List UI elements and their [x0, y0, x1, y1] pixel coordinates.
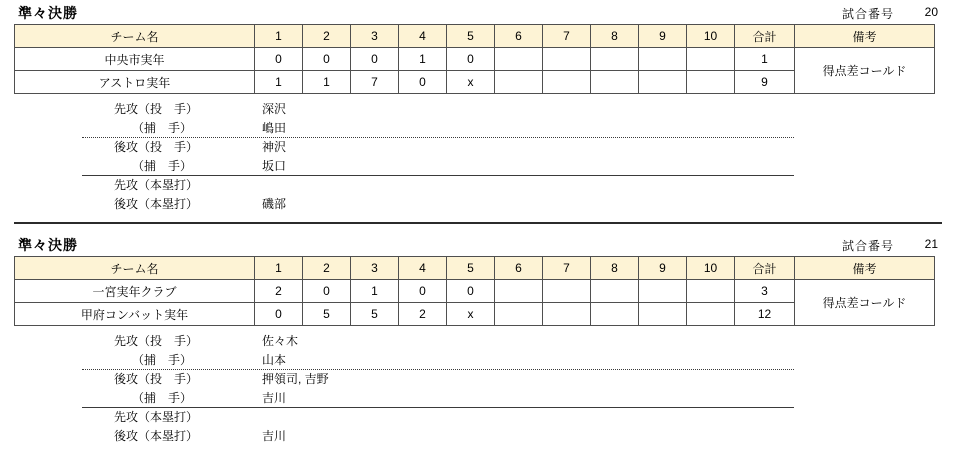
player-name: 佐々木 [262, 334, 299, 348]
player-row [14, 408, 794, 427]
col-header-inning-8: 8 [591, 25, 639, 48]
col-header-remark: 備考 [795, 25, 935, 48]
score-cell [543, 280, 591, 303]
player-row [14, 100, 794, 119]
col-header-inning-10: 10 [687, 25, 735, 48]
player-row [14, 176, 794, 195]
score-cell [543, 71, 591, 94]
score-cell: 0 [447, 48, 495, 71]
score-cell [495, 303, 543, 326]
score-cell: 0 [447, 280, 495, 303]
score-cell: 2 [255, 280, 303, 303]
col-header-inning-10: 10 [687, 257, 735, 280]
remark-cell: 得点差コールド [795, 48, 935, 94]
player-row [14, 427, 794, 446]
col-header-inning-9: 9 [639, 25, 687, 48]
score-cell [687, 280, 735, 303]
score-cell [495, 280, 543, 303]
score-cell: 0 [399, 71, 447, 94]
col-header-inning-2: 2 [303, 25, 351, 48]
col-header-total: 合計 [735, 257, 795, 280]
col-header-inning-1: 1 [255, 257, 303, 280]
player-label: 先攻（本塁打） [114, 178, 199, 192]
col-header-inning-3: 3 [351, 257, 399, 280]
score-cell: 2 [399, 303, 447, 326]
player-name: 吉川 [262, 391, 287, 405]
game-number-value: 20 [924, 5, 938, 19]
score-cell [639, 48, 687, 71]
score-cell: 1 [399, 48, 447, 71]
score-cell [495, 48, 543, 71]
col-header-remark: 備考 [795, 257, 935, 280]
round-title: 準々決勝 [18, 5, 78, 21]
player-list [14, 100, 794, 214]
col-header-team: チーム名 [15, 257, 255, 280]
score-cell [687, 48, 735, 71]
game-header-2 [0, 232, 956, 256]
game-block-1 [0, 0, 956, 222]
score-cell: 1 [255, 71, 303, 94]
col-header-inning-3: 3 [351, 25, 399, 48]
total-cell: 9 [735, 71, 795, 94]
score-cell: x [447, 71, 495, 94]
team-name: アストロ実年 [15, 71, 255, 94]
player-label: （捕 手） [114, 159, 193, 173]
player-row [14, 351, 794, 370]
player-label: （捕 手） [114, 353, 193, 367]
player-row [14, 389, 794, 408]
col-header-inning-7: 7 [543, 257, 591, 280]
player-row [14, 138, 794, 157]
score-cell: 0 [399, 280, 447, 303]
player-name: 吉川 [262, 429, 287, 443]
team-name: 甲府コンバット実年 [15, 303, 255, 326]
game-number-value: 21 [924, 237, 938, 251]
col-header-inning-8: 8 [591, 257, 639, 280]
game-number-label: 試合番号 [841, 239, 894, 253]
score-cell [591, 280, 639, 303]
score-cell [591, 303, 639, 326]
score-cell: 7 [351, 71, 399, 94]
score-cell: 0 [255, 303, 303, 326]
score-cell [591, 48, 639, 71]
score-cell: 0 [303, 48, 351, 71]
score-cell [543, 303, 591, 326]
player-row [14, 157, 794, 176]
score-cell [639, 303, 687, 326]
player-label: 後攻（本塁打） [114, 429, 199, 443]
score-cell: 0 [303, 280, 351, 303]
col-header-inning-7: 7 [543, 25, 591, 48]
team-name: 中央市実年 [15, 48, 255, 71]
player-label: （捕 手） [114, 391, 193, 405]
col-header-inning-2: 2 [303, 257, 351, 280]
col-header-inning-9: 9 [639, 257, 687, 280]
player-row [14, 332, 794, 351]
col-header-inning-6: 6 [495, 257, 543, 280]
remark-cell: 得点差コールド [795, 280, 935, 326]
total-cell: 3 [735, 280, 795, 303]
score-cell [639, 71, 687, 94]
score-cell: 5 [303, 303, 351, 326]
total-cell: 12 [735, 303, 795, 326]
score-cell: 1 [303, 71, 351, 94]
team-name: 一宮実年クラブ [15, 280, 255, 303]
col-header-inning-1: 1 [255, 25, 303, 48]
scoreboard-table [14, 256, 935, 326]
score-cell: 1 [351, 280, 399, 303]
score-cell: 0 [351, 48, 399, 71]
player-name: 押領司, 吉野 [262, 372, 329, 386]
score-cell [639, 280, 687, 303]
game-header-1 [0, 0, 956, 24]
table-header-row [15, 25, 935, 48]
score-cell [687, 303, 735, 326]
score-cell [495, 71, 543, 94]
player-label: 先攻（投 手） [114, 102, 199, 116]
player-name: 嶋田 [262, 121, 287, 135]
player-row [14, 370, 794, 389]
round-title: 準々決勝 [18, 237, 78, 253]
player-name: 磯部 [262, 197, 287, 211]
col-header-inning-5: 5 [447, 257, 495, 280]
score-cell [591, 71, 639, 94]
player-label: 先攻（投 手） [114, 334, 199, 348]
player-name: 深沢 [262, 102, 287, 116]
col-header-inning-4: 4 [399, 257, 447, 280]
player-row [14, 119, 794, 138]
table-row [15, 48, 935, 71]
col-header-team: チーム名 [15, 25, 255, 48]
scoreboard-table [14, 24, 935, 94]
player-label: 後攻（投 手） [114, 372, 199, 386]
col-header-total: 合計 [735, 25, 795, 48]
total-cell: 1 [735, 48, 795, 71]
col-header-inning-6: 6 [495, 25, 543, 48]
player-label: 後攻（投 手） [114, 140, 199, 154]
col-header-inning-4: 4 [399, 25, 447, 48]
player-name: 坂口 [262, 159, 287, 173]
score-cell: 0 [255, 48, 303, 71]
player-label: （捕 手） [114, 121, 193, 135]
player-label: 先攻（本塁打） [114, 410, 199, 424]
score-cell: 5 [351, 303, 399, 326]
game-number-label: 試合番号 [841, 7, 894, 21]
table-header-row [15, 257, 935, 280]
player-label: 後攻（本塁打） [114, 197, 199, 211]
player-name: 山本 [262, 353, 287, 367]
player-row [14, 195, 794, 214]
table-row [15, 280, 935, 303]
player-list [14, 332, 794, 446]
score-cell [543, 48, 591, 71]
score-cell [687, 71, 735, 94]
score-cell: x [447, 303, 495, 326]
game-block-2 [0, 232, 956, 446]
col-header-inning-5: 5 [447, 25, 495, 48]
player-name: 神沢 [262, 140, 287, 154]
